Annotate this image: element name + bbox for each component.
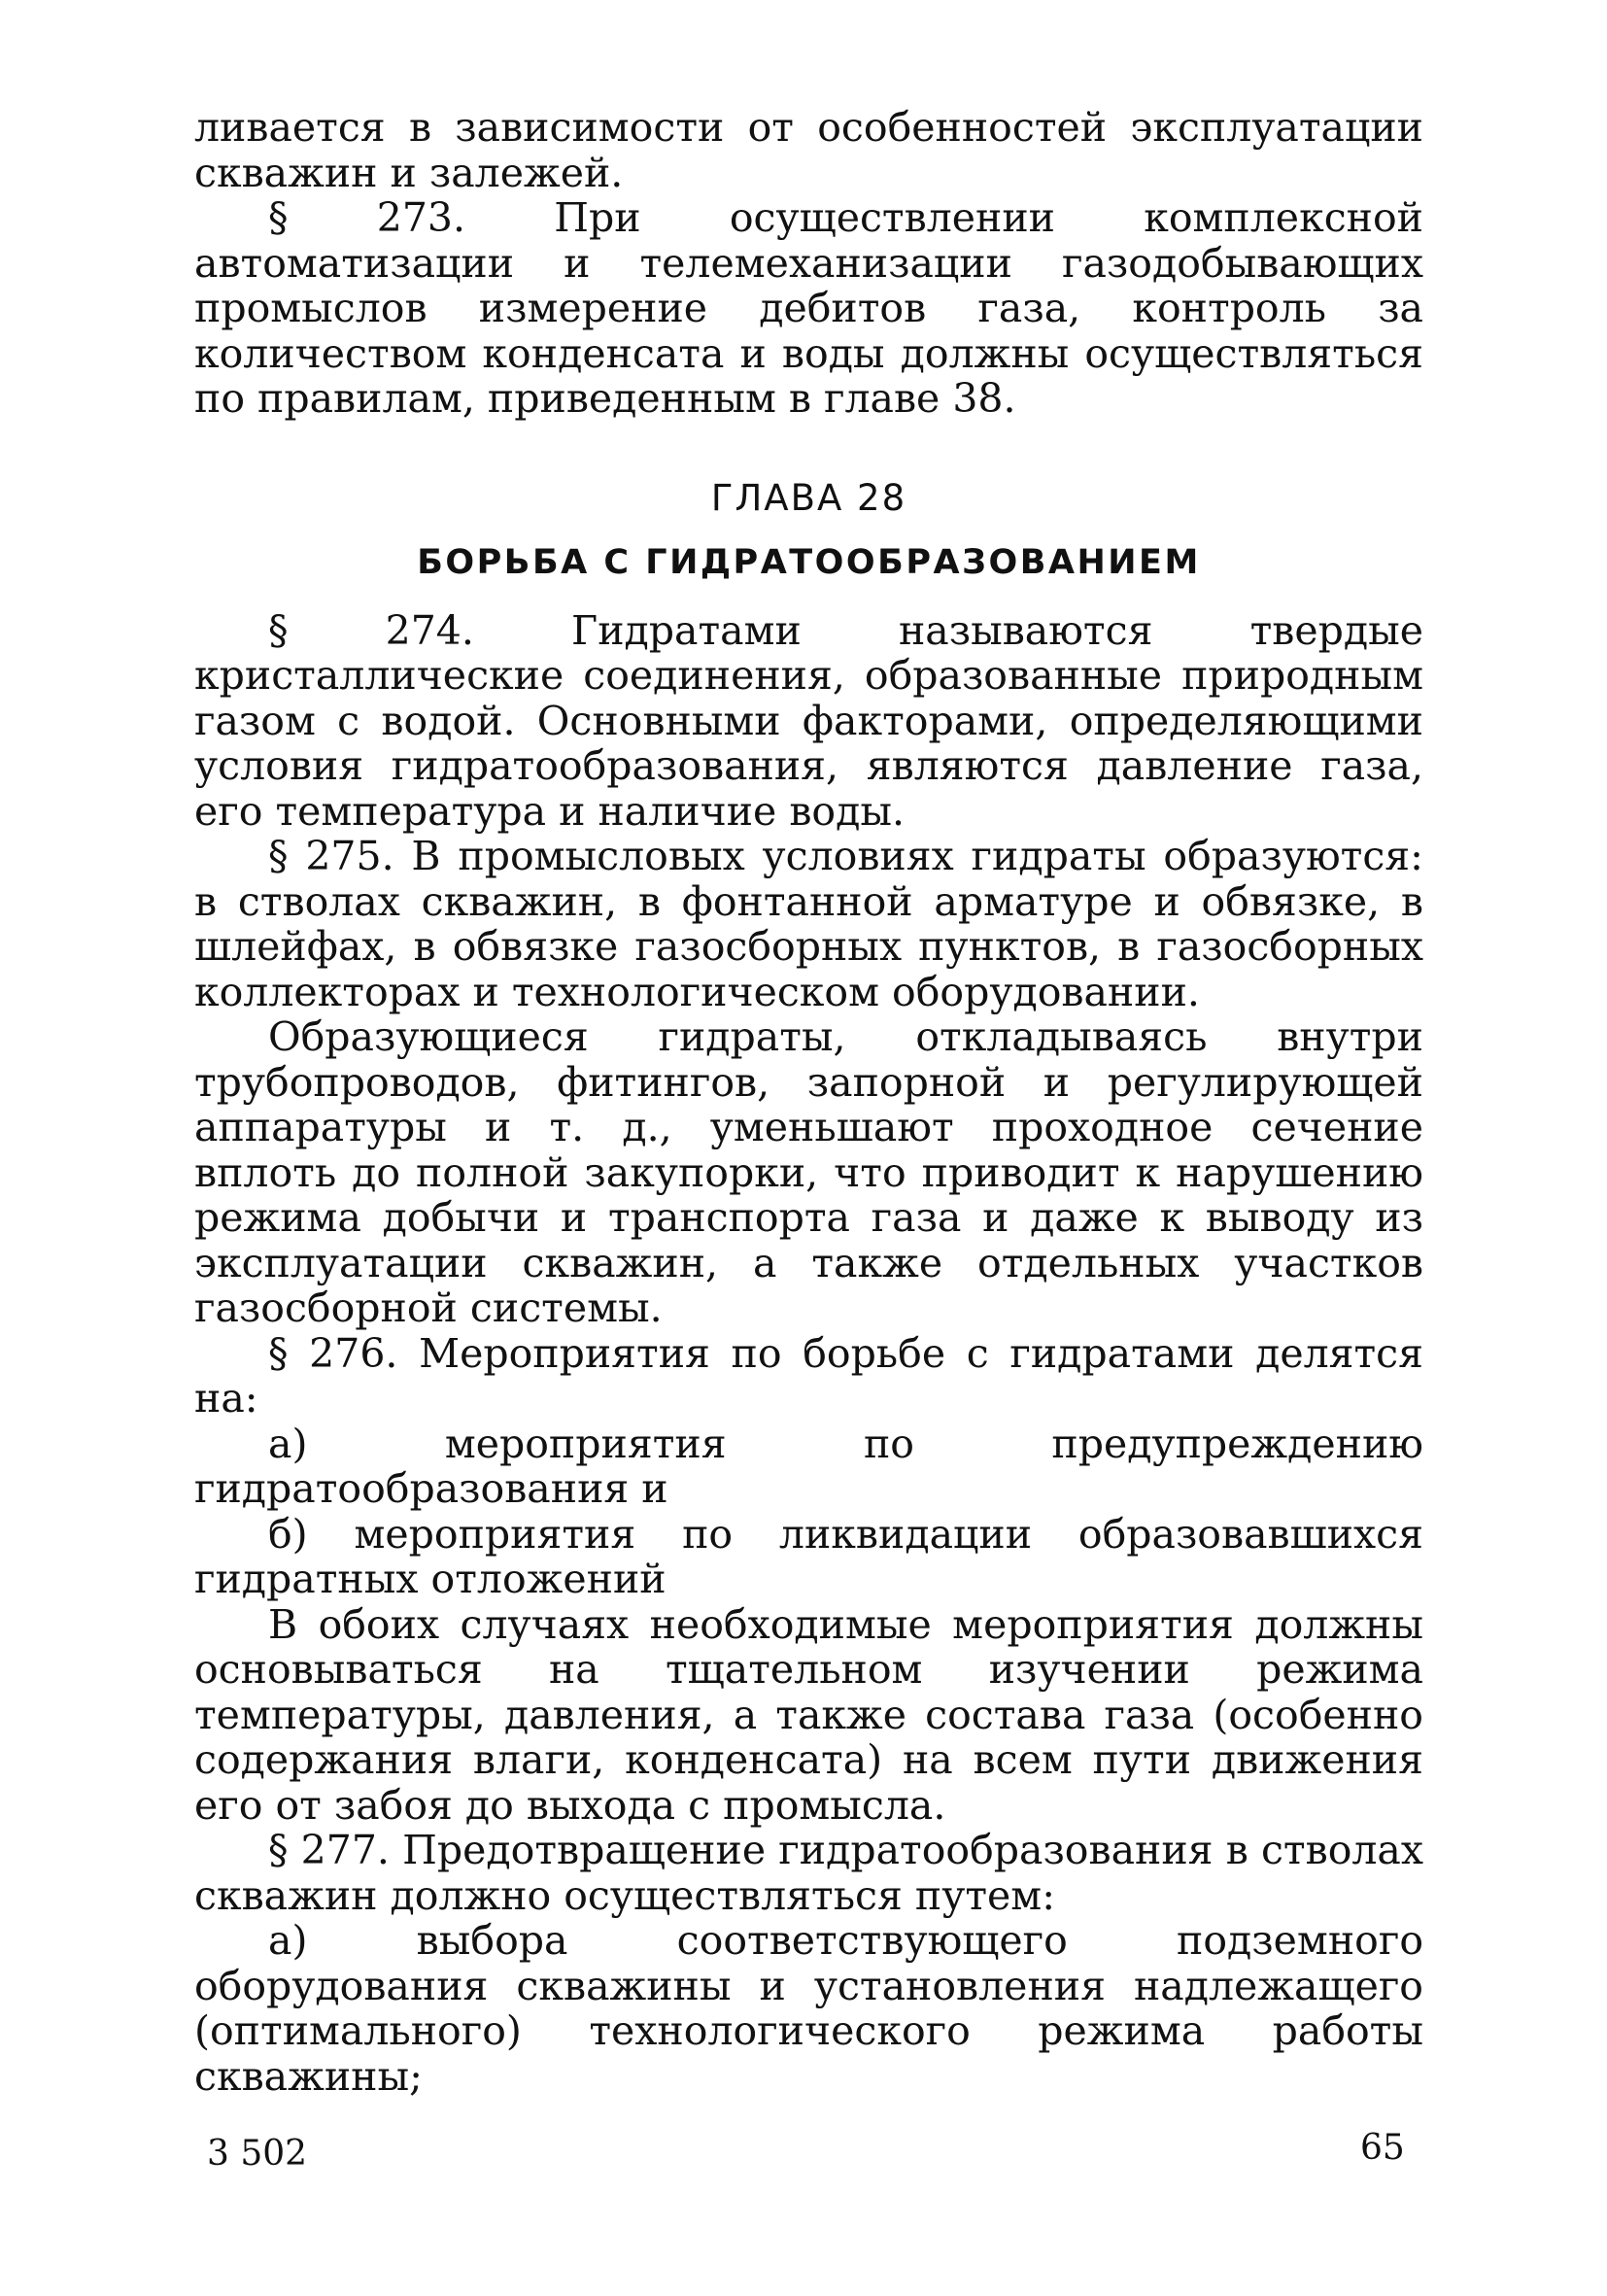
paragraph-276: § 276. Мероприятия по борьбе с гидратами делятся на: — [194, 1329, 1423, 1422]
text-column — [194, 105, 1423, 2099]
paragraph-continuation: ливается в зависимости от особенностей эксплуатации скважин и залежей. — [194, 104, 1423, 196]
list-item-b: б) мероприятия по ликвидации образовавшихся гидратных отложений — [194, 1510, 1423, 1602]
paragraph-275: § 275. В промысловых условиях гидраты образуются: в стволах скважин, в фонтанной арматуре и обвязке, в шлейфах, в обвязке газосборных пунктов, в газосборных коллекторах и технологическом оборудовании. — [194, 833, 1423, 1015]
chapter-title: БОРЬБА С ГИДРАТООБРАЗОВАНИЕМ — [417, 542, 1201, 582]
paragraph-273: § 273. При осуществлении комплексной автоматизации и телемеханизации газодобывающих промыслов измерение дебитов газа, контроль за количеством конденсата и воды должны осуществляться по правилам, приведенным в главе 38. — [194, 194, 1423, 422]
printer-signature: 3 502 — [207, 2134, 308, 2174]
page-number: 65 — [1360, 2128, 1405, 2168]
paragraph-hydrates-effect: Образующиеся гидраты, откладываясь внутри трубопроводов, фитингов, запорной и регулирующей аппаратуры и т. д., уменьшают проходное сечение вплоть до полной закупорки, что приводит к нарушению режима добычи и транспорта газа и даже к выводу из эксплуатации скважин, а также отдельных участков газосборной системы. — [194, 1013, 1423, 1331]
chapter-number: ГЛАВА 28 — [710, 476, 907, 519]
paragraph-both-cases: В обоих случаях необходимые мероприятия должны основываться на тщательном изучении режима температуры, давления, а также состава газа (особенно содержания влаги, конденсата) на всем пути движения его от забоя до выхода с промысла. — [194, 1600, 1423, 1829]
paragraph-277: § 277. Предотвращение гидратообразования в стволах скважин должно осуществляться путем: — [194, 1827, 1423, 1919]
list-item-a: а) мероприятия по предупреждению гидратообразования и — [194, 1420, 1423, 1512]
paragraph-274: § 274. Гидратами называются твердые кристаллические соединения, образованные природным газом с водой. Основными факторами, определяющими условия гидратообразования, являются давление газа, его температура и наличие воды. — [194, 606, 1423, 835]
list-item-277-a: а) выбора соответствующего подземного оборудования скважины и установления надлежащего (оптимального) технологического режима работы скважины; — [194, 1917, 1423, 2100]
